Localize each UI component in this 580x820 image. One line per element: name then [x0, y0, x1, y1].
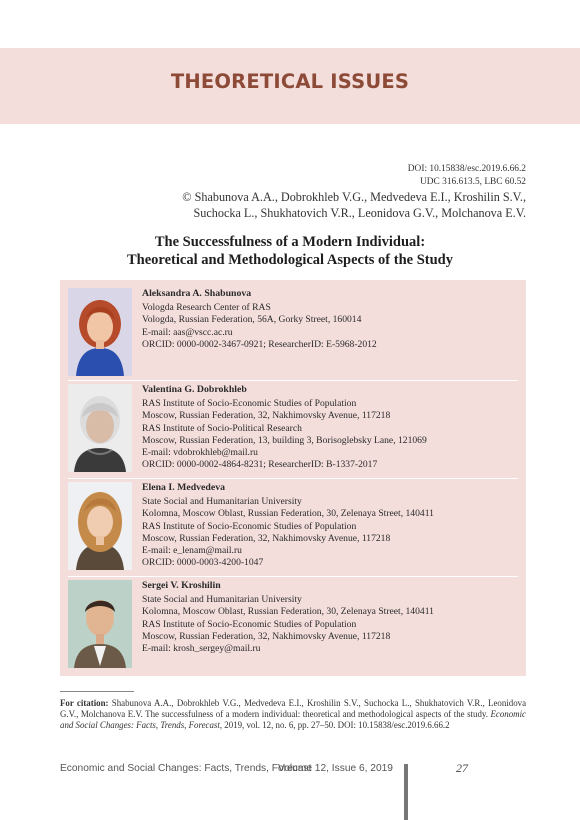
- author-orcid: ORCID: 0000-0002-3467-0921; ResearcherID: E-5968-2012: [142, 338, 377, 350]
- author-line: State Social and Humanitarian University: [142, 496, 302, 508]
- author-line: Vologda Research Center of RAS: [142, 302, 271, 314]
- citation-tail: , 2019, vol. 12, no. 6, pp. 27–50. DOI: 10.15838/esc.2019.6.66.2: [219, 720, 450, 731]
- author-line: Moscow, Russian Federation, 32, Nakhimovsky Avenue, 117218: [142, 410, 391, 422]
- page-number: 27: [456, 761, 468, 775]
- author-email: E-mail: aas@vscc.ac.ru: [142, 326, 233, 338]
- author-line: Vologda, Russian Federation, 56A, Gorky Street, 160014: [142, 314, 362, 326]
- author-line: Kolomna, Moscow Oblast, Russian Federation, 30, Zelenaya Street, 140411: [142, 508, 434, 520]
- author-info-box: [60, 280, 526, 676]
- author-line: RAS Institute of Socio-Economic Studies of Population: [142, 520, 357, 532]
- author-line: Moscow, Russian Federation, 13, building 3, Borisoglebsky Lane, 121069: [142, 434, 427, 446]
- footnote-rule: [60, 691, 134, 692]
- author-line: State Social and Humanitarian University: [142, 594, 302, 606]
- citation-label: For citation:: [60, 698, 109, 708]
- author-divider: [68, 380, 518, 381]
- author-line: Kolomna, Moscow Oblast, Russian Federation, 30, Zelenaya Street, 140411: [142, 606, 434, 618]
- author-orcid: ORCID: 0000-0002-4864-8231; ResearcherID: B-1337-2017: [142, 459, 378, 471]
- citation-journal: Economic and Social Changes: Facts, Trends, Forecast: [60, 709, 526, 731]
- author-orcid: ORCID: 0000-0003-4200-1047: [142, 557, 264, 569]
- copyright-authors: [106, 190, 526, 221]
- author-email: E-mail: e_lenam@mail.ru: [142, 545, 242, 557]
- citation-text: Shabunova A.A., Dobrokhleb V.G., Medvedeva E.I., Kroshilin S.V., Suchocka L., Shukhatovich V.R., Leonidova G.V., Molchanova E.V. The successfulness of a modern individual: theoretical and methodological aspects of the study.: [60, 698, 527, 720]
- doi: DOI: 10.15838/esc.2019.6.66.2: [407, 164, 526, 174]
- footer-volume: Volume 12, Issue 6, 2019: [278, 763, 393, 774]
- udc: UDC 316.613.5, LBC 60.52: [420, 177, 526, 187]
- author-name: Sergei V. Kroshilin: [142, 580, 221, 591]
- author-email: E-mail: krosh_sergey@mail.ru: [142, 643, 261, 655]
- author-details: [142, 482, 522, 569]
- author-name: Elena I. Medvedeva: [142, 482, 225, 493]
- citation-footnote: [60, 698, 526, 732]
- article-title: The Successfulness of a Modern Individual: Theoretical and Methodological Aspects of the Study: [127, 234, 453, 268]
- author-details: [142, 288, 522, 351]
- author-line: Moscow, Russian Federation, 32, Nakhimovsky Avenue, 117218: [142, 630, 391, 642]
- author-line: Moscow, Russian Federation, 32, Nakhimovsky Avenue, 117218: [142, 532, 391, 544]
- author-line: RAS Institute of Socio-Economic Studies of Population: [142, 618, 357, 630]
- author-details: [142, 580, 522, 655]
- author-name: Valentina G. Dobrokhleb: [142, 384, 247, 395]
- copyright-line: © Shabunova A.A., Dobrokhleb V.G., Medvedeva E.I., Kroshilin S.V.,: [182, 190, 526, 204]
- author-line: RAS Institute of Socio-Political Research: [142, 422, 302, 434]
- author-photo: [68, 384, 132, 472]
- author-divider: [68, 576, 518, 577]
- author-details: [142, 384, 522, 471]
- author-photo: [68, 482, 132, 570]
- author-email: E-mail: vdobrokhleb@mail.ru: [142, 447, 258, 459]
- author-photo: [68, 580, 132, 668]
- author-name: Aleksandra A. Shabunova: [142, 288, 252, 299]
- footer-journal-name: Economic and Social Changes: Facts, Trends, Forecast: [60, 763, 312, 774]
- author-line: RAS Institute of Socio-Economic Studies of Population: [142, 398, 357, 410]
- footer-divider-bar: [404, 764, 408, 820]
- author-photo: [68, 288, 132, 376]
- author-divider: [68, 478, 518, 479]
- section-title: THEORETICAL ISSUES: [170, 70, 410, 93]
- copyright-line: Suchocka L., Shukhatovich V.R., Leonidova G.V., Molchanova E.V.: [193, 205, 526, 220]
